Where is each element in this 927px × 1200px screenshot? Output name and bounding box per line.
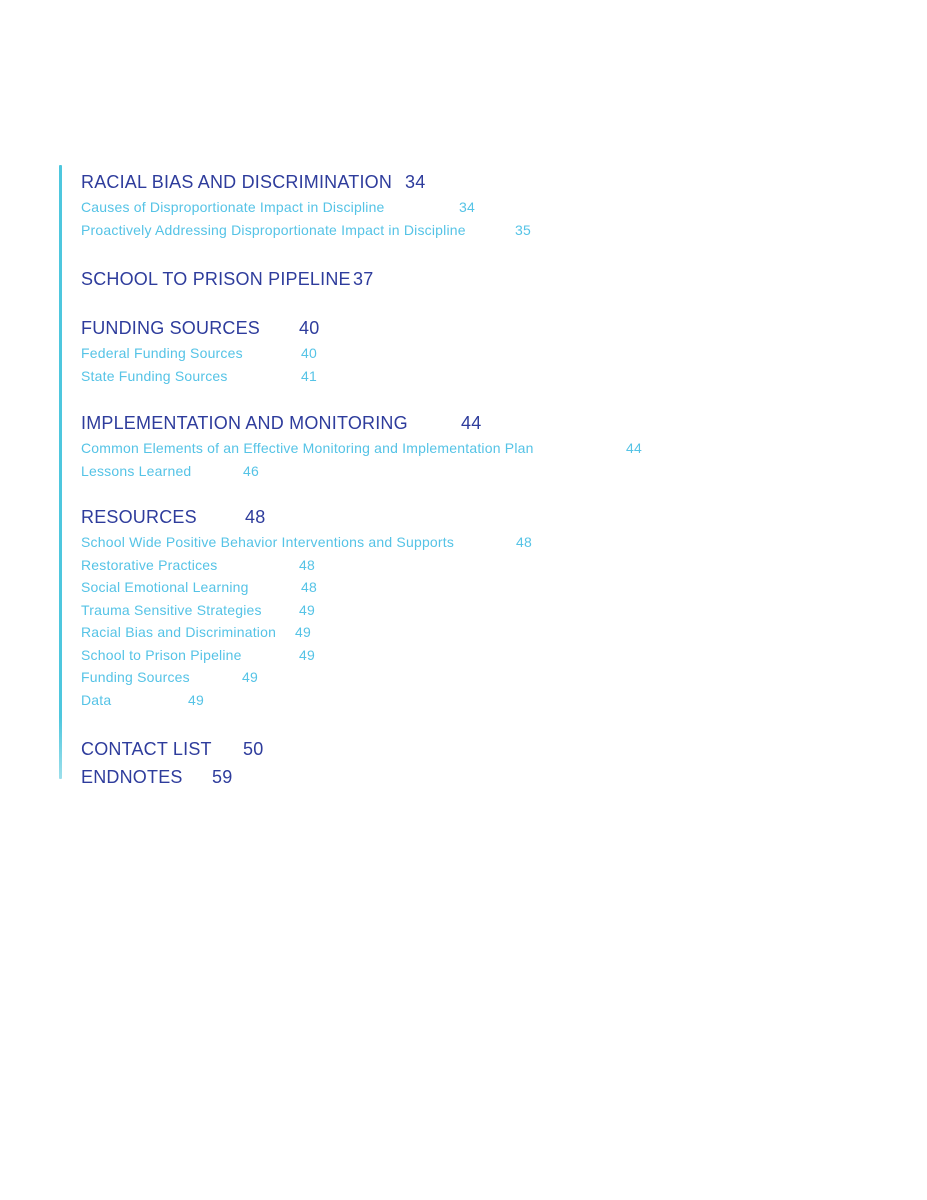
- toc-section: [81, 168, 871, 241]
- entry-label: RACIAL BIAS AND DISCRIMINATION: [81, 172, 393, 192]
- toc-heading-row: [81, 168, 871, 196]
- toc-item-row: [81, 219, 871, 242]
- entry-page-number: 59: [212, 767, 233, 787]
- entry-label: Funding Sources: [81, 669, 190, 685]
- entry-page-number: 49: [188, 691, 204, 708]
- toc-heading-row: [81, 265, 871, 293]
- toc-item-row: [81, 576, 871, 599]
- entry-label: Data: [81, 691, 112, 708]
- entry-label: Racial Bias and Discrimination: [81, 624, 277, 640]
- toc-section: [81, 314, 871, 387]
- entry-label: Lessons Learned: [81, 462, 192, 479]
- entry-page-number: 49: [242, 669, 258, 685]
- toc-item-row: [81, 621, 871, 644]
- toc-item-row: [81, 365, 871, 388]
- left-accent-rule: [59, 165, 62, 779]
- entry-label: Common Elements of an Effective Monitoring and Implementation Plan: [81, 440, 534, 456]
- entry-page-number: 48: [245, 507, 266, 527]
- toc-item-row: [81, 554, 871, 577]
- entry-label: Trauma Sensitive Strategies: [81, 601, 262, 618]
- entry-page-number: 40: [301, 345, 317, 361]
- toc-section: [81, 409, 871, 482]
- entry-label: State Funding Sources: [81, 367, 228, 384]
- entry-page-number: 49: [295, 624, 311, 640]
- entry-label: School to Prison Pipeline: [81, 646, 242, 663]
- toc-heading-row: [81, 409, 871, 437]
- toc-heading-row: [81, 314, 871, 342]
- entry-label: Causes of Disproportionate Impact in Discipline: [81, 199, 385, 215]
- entry-label: Restorative Practices: [81, 556, 218, 573]
- toc-item-row: [81, 342, 871, 365]
- toc-item-row: [81, 644, 871, 667]
- entry-label: Proactively Addressing Disproportionate Impact in Discipline: [81, 221, 466, 238]
- toc-heading-row: [81, 735, 871, 763]
- toc-item-row: [81, 460, 871, 483]
- entry-page-number: 49: [299, 646, 315, 663]
- entry-label: Federal Funding Sources: [81, 345, 243, 361]
- entry-label: IMPLEMENTATION AND MONITORING: [81, 413, 408, 433]
- toc-section: [81, 265, 871, 293]
- toc-item-row: [81, 689, 871, 712]
- entry-page-number: 34: [459, 199, 475, 215]
- entry-label: School Wide Positive Behavior Interventions and Supports: [81, 534, 455, 550]
- entry-page-number: 44: [461, 413, 482, 433]
- entry-page-number: 50: [243, 739, 264, 759]
- toc-item-row: [81, 196, 871, 219]
- toc-heading-row: [81, 763, 871, 791]
- entry-label: Social Emotional Learning: [81, 579, 249, 595]
- entry-page-number: 40: [299, 318, 320, 338]
- entry-page-number: 48: [299, 556, 315, 573]
- toc-section: [81, 735, 871, 791]
- entry-page-number: 48: [301, 579, 317, 595]
- entry-page-number: 34: [405, 172, 426, 192]
- entry-page-number: 46: [243, 462, 259, 479]
- entry-page-number: 37: [353, 269, 374, 289]
- entry-page-number: 48: [516, 534, 532, 550]
- toc-section: [81, 503, 871, 711]
- entry-label: FUNDING SOURCES: [81, 318, 261, 338]
- table-of-contents: [81, 0, 881, 1200]
- toc-item-row: [81, 599, 871, 622]
- toc-item-row: [81, 666, 871, 689]
- entry-page-number: 35: [515, 221, 531, 238]
- entry-label: ENDNOTES: [81, 767, 183, 787]
- toc-heading-row: [81, 503, 871, 531]
- entry-label: RESOURCES: [81, 507, 197, 527]
- entry-page-number: 41: [301, 367, 317, 384]
- toc-item-row: [81, 437, 871, 460]
- entry-page-number: 49: [299, 601, 315, 618]
- entry-page-number: 44: [626, 440, 642, 456]
- entry-label: SCHOOL TO PRISON PIPELINE: [81, 269, 351, 289]
- toc-item-row: [81, 531, 871, 554]
- entry-label: CONTACT LIST: [81, 739, 212, 759]
